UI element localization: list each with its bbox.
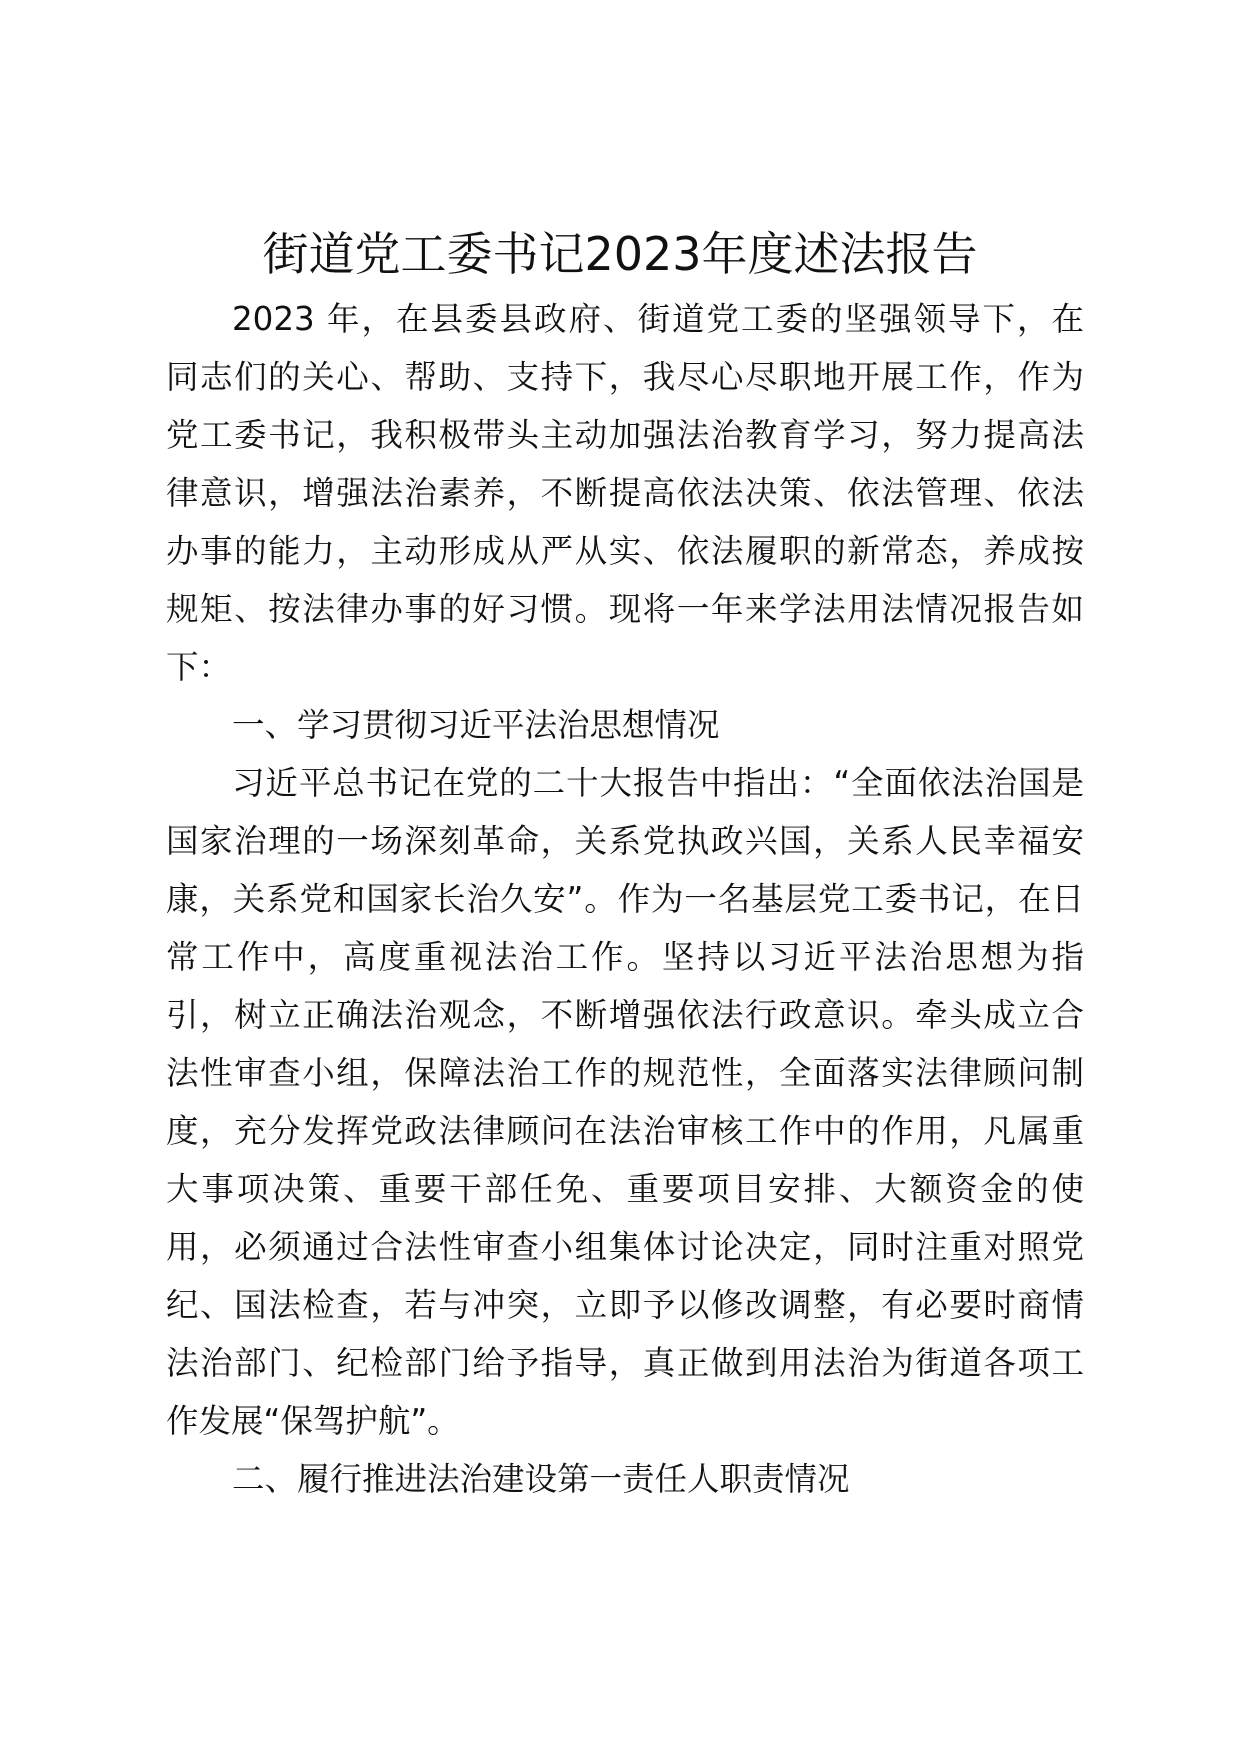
- paragraph-2-line-9: 用，必须通过合法性审查小组集体讨论决定，同时注重对照党: [166, 1228, 1084, 1266]
- paragraph-2-line-1: 习近平总书记在党的二十大报告中指出：“全面依法治国是: [232, 764, 1084, 802]
- paragraph-2-line-12: 作发展“保驾护航”。: [166, 1402, 460, 1440]
- paragraph-2-line-11: 法治部门、纪检部门给予指导，真正做到用法治为街道各项工: [166, 1344, 1084, 1382]
- paragraph-2-line-5: 引，树立正确法治观念，不断增强依法行政意识。牵头成立合: [166, 996, 1084, 1034]
- paragraph-2-line-4: 常工作中，高度重视法治工作。坚持以习近平法治思想为指: [166, 938, 1084, 976]
- document-body: [166, 290, 1084, 1508]
- paragraph-1-line-3: 党工委书记，我积极带头主动加强法治教育学习，努力提高法: [166, 416, 1084, 454]
- paragraph-1-line-1: 2023 年，在县委县政府、街道党工委的坚强领导下，在: [232, 300, 1084, 338]
- paragraph-2-line-10: 纪、国法检查，若与冲突，立即予以修改调整，有必要时商情: [166, 1286, 1084, 1324]
- paragraph-1-line-5: 办事的能力，主动形成从严从实、依法履职的新常态，养成按: [166, 532, 1084, 570]
- paragraph-2-line-3: 康，关系党和国家长治久安”。作为一名基层党工委书记，在日: [166, 880, 1084, 918]
- paragraph-2-line-8: 大事项决策、重要干部任免、重要项目安排、大额资金的使: [166, 1170, 1084, 1208]
- paragraph-2-line-2: 国家治理的一场深刻革命，关系党执政兴国，关系人民幸福安: [166, 822, 1084, 860]
- paragraph-1-line-7: 下：: [166, 648, 232, 686]
- document-title: 街道党工委书记2023年度述法报告: [262, 227, 978, 281]
- paragraph-1-line-6: 规矩、按法律办事的好习惯。现将一年来学法用法情况报告如: [166, 590, 1084, 628]
- paragraph-2-line-6: 法性审查小组，保障法治工作的规范性，全面落实法律顾问制: [166, 1054, 1084, 1092]
- paragraph-1-line-2: 同志们的关心、帮助、支持下，我尽心尽职地开展工作，作为: [166, 358, 1084, 396]
- section-heading-2: 二、履行推进法治建设第一责任人职责情况: [232, 1460, 850, 1498]
- paragraph-2-line-7: 度，充分发挥党政法律顾问在法治审核工作中的作用，凡属重: [166, 1112, 1084, 1150]
- section-heading-1: 一、学习贯彻习近平法治思想情况: [232, 706, 720, 744]
- paragraph-1-line-4: 律意识，增强法治素养，不断提高依法决策、依法管理、依法: [166, 474, 1084, 512]
